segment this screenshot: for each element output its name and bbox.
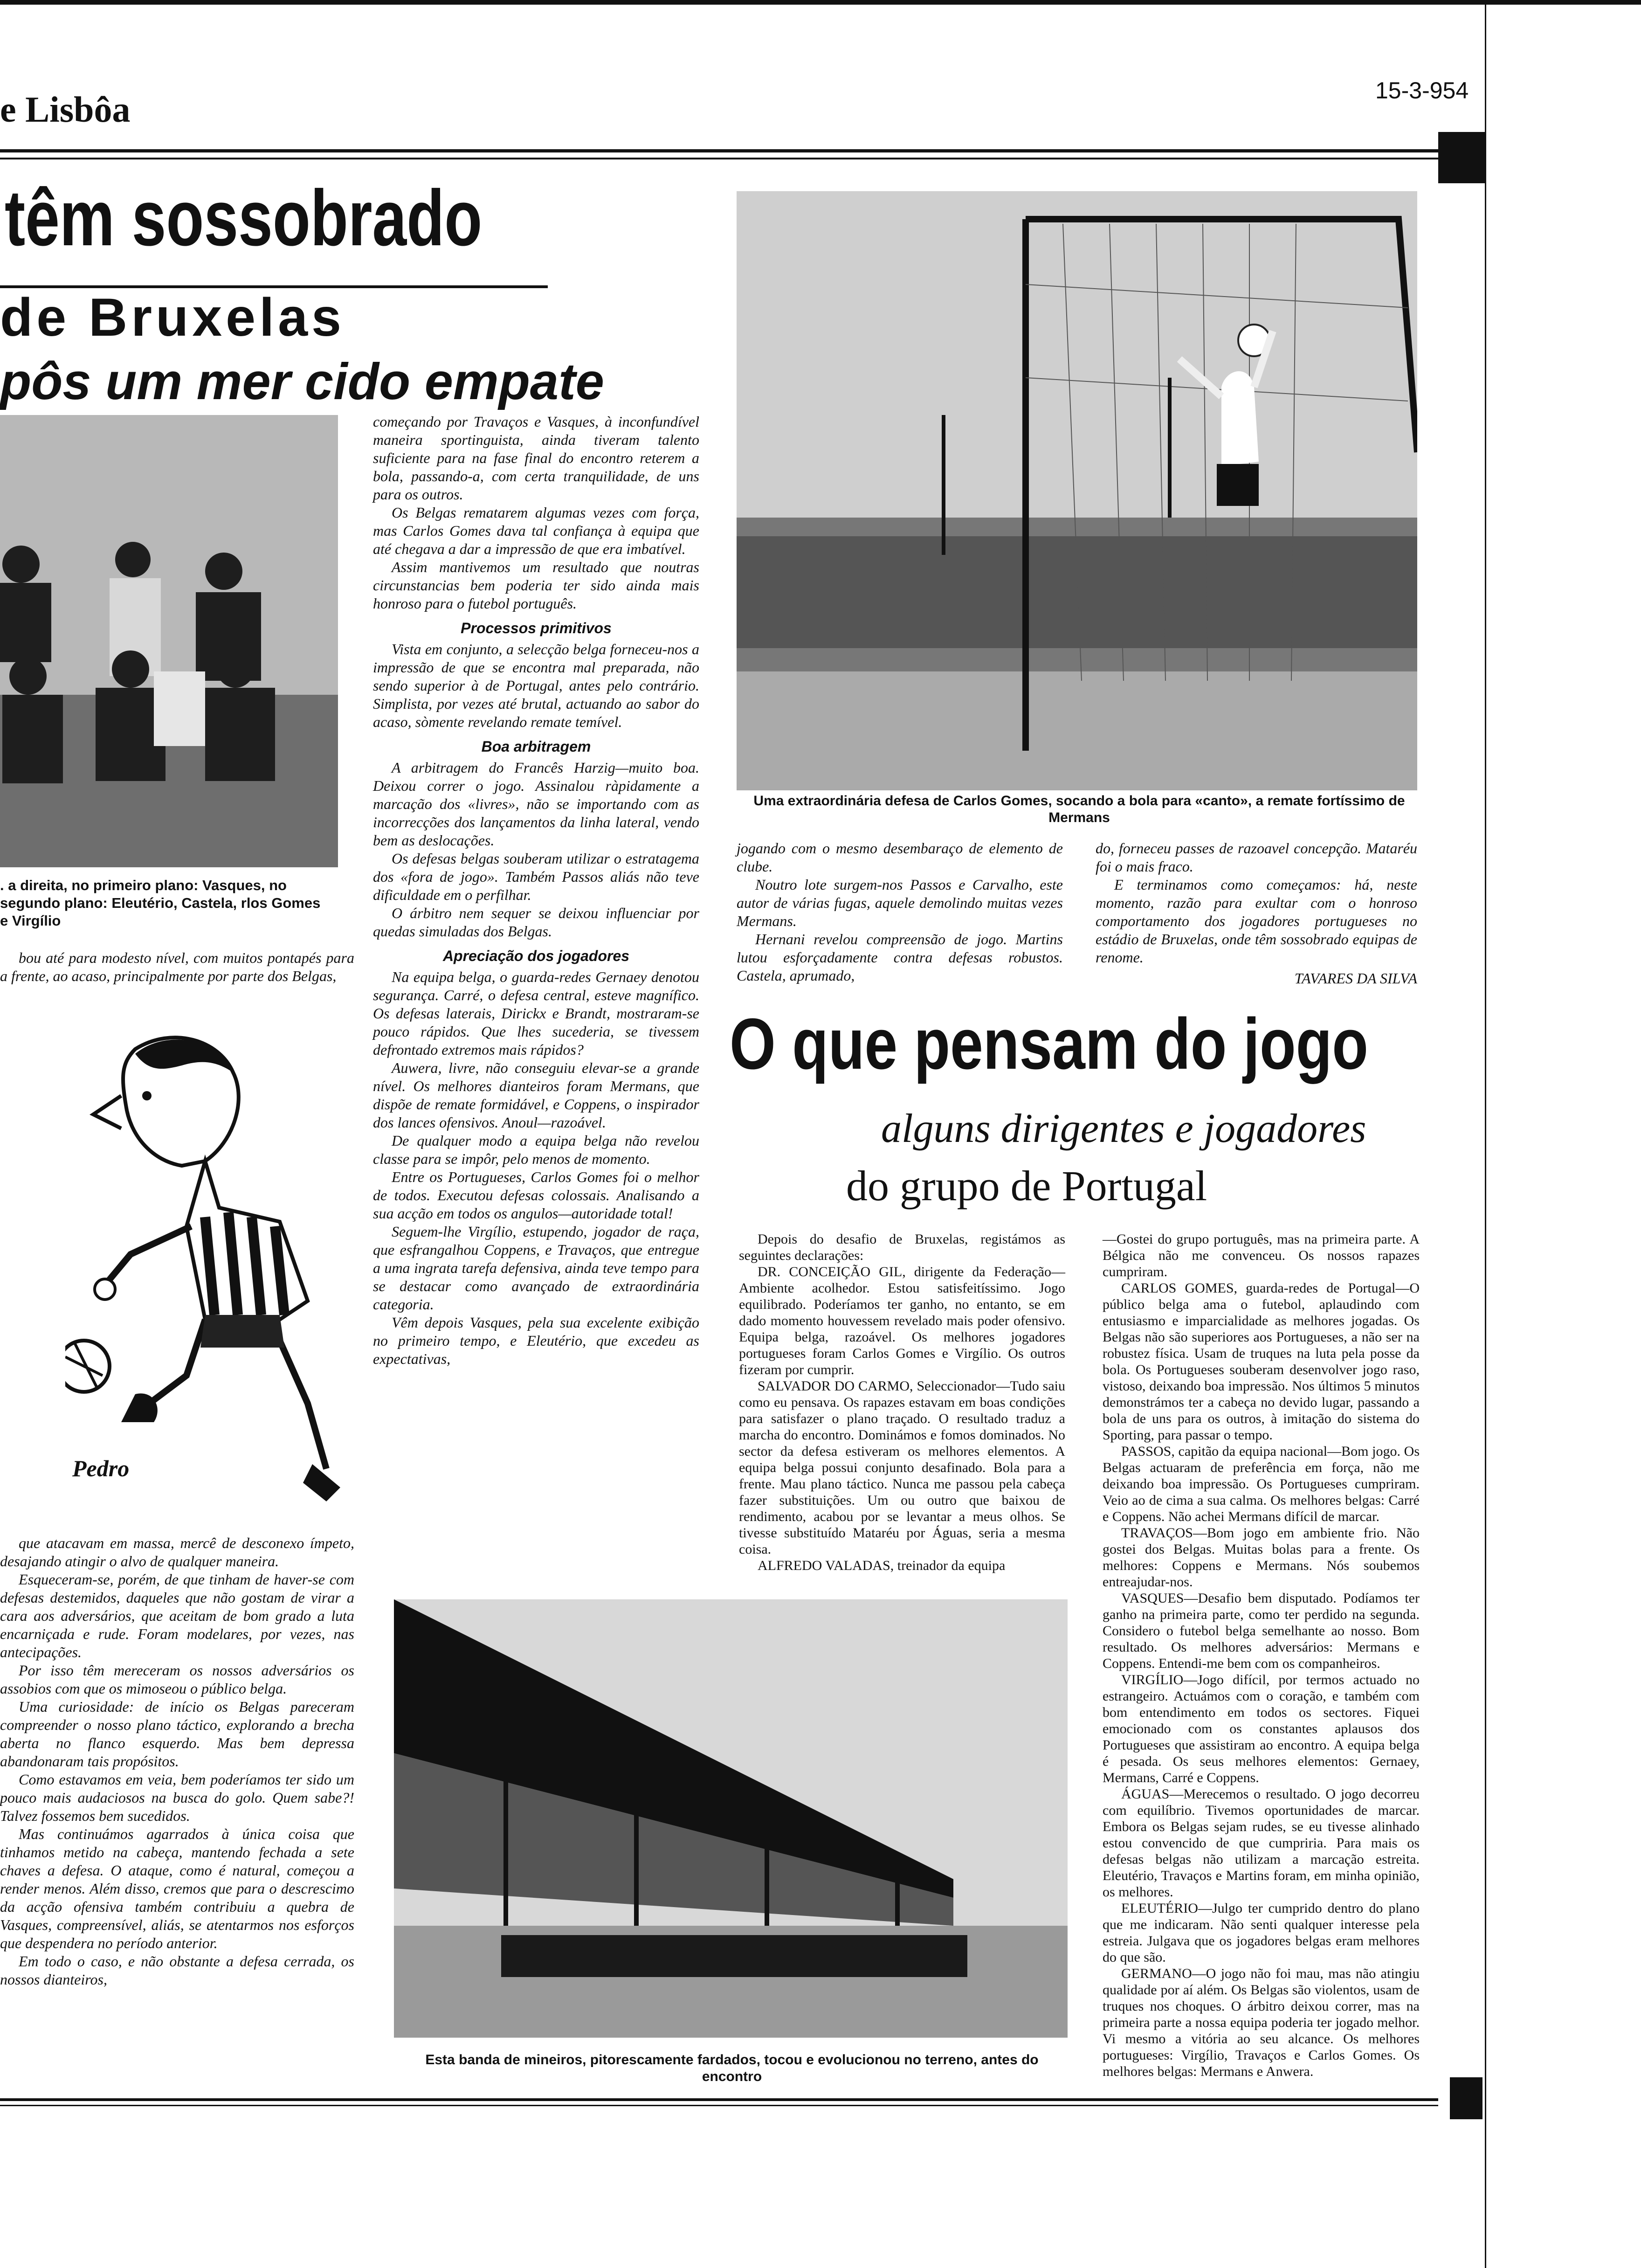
left-column-bottom	[0, 1534, 354, 1989]
byline: TAVARES DA SILVA	[1294, 970, 1417, 987]
second-article-subtitle-1: alguns dirigentes e jogadores	[881, 1106, 1366, 1151]
footballer-caricature	[65, 1021, 354, 1525]
corner-block	[1438, 132, 1485, 183]
second-article-title: O que pensam do jogo	[730, 1003, 1368, 1084]
miners-band-caption: Esta banda de mineiros, pitorescamente fardados, tocou e evolucionou no terreno, antes do encontro	[425, 2052, 1039, 2084]
left-column-top	[0, 949, 354, 985]
paragraph: PASSOS, capitão da equipa nacional—Bom jogo. Os Belgas actuaram de preferência em força, não me deixando boa impressão. Os Portugueses cumpriram. Veio ao de cima a sua calma. Os melhores belgas: Carré e Coppens. Não achei Mermans difícil de marcar.	[1103, 1444, 1420, 1524]
cartoonist-signature: Pedro	[72, 1455, 130, 1481]
paragraph: O árbitro nem sequer se deixou influenciar por quedas simuladas dos Belgas.	[373, 905, 699, 940]
team-photo	[0, 415, 338, 867]
paragraph: Os Belgas rematarem algumas vezes com força, mas Carlos Gomes dava tal confiança à equipa que até chegava a dar a impressão de que era imbatível.	[373, 504, 699, 557]
second-article-subtitle-2: do grupo de Portugal	[846, 1162, 1207, 1210]
interviews-column-1	[739, 1231, 1065, 1574]
paragraph: VIRGÍLIO—Jogo difícil, por termos actuado no estrangeiro. Actuámos com o coração, e também com bom entendimento em todos os sectores. Fiquei emocionado com os constantes aplausos dos Portugueses que assistiram ao encontro. A equipa belga é pesada. Os seus melhores elementos: Gernaey, Mermans, Carré e Coppens.	[1103, 1672, 1420, 1785]
paragraph: ALFREDO VALADAS, treinador da equipa	[758, 1558, 1006, 1573]
paragraph: A arbitragem do Francês Harzig—muito boa. Deixou correr o jogo. Assinalou ràpidamente a marcação dos «livres», não se importando com as incorrecções dos lançamentos da linha lateral, vendo bem as deslocações.	[373, 759, 699, 849]
paragraph: Como estavamos em veia, bem poderíamos ter sido um pouco mais audaciosos na busca do golo. Quem sabe?! Talvez fossemos bem sucedidos.	[0, 1771, 354, 1824]
paragraph: Noutro lote surgem-nos Passos e Carvalho, este autor de várias fugas, aquele demolindo muitas vezes Mermans.	[737, 876, 1063, 929]
paragraph: Seguem-lhe Virgílio, estupendo, jogador de raça, que esfrangalhou Coppens, e Travaços, que entregue a uma ingrata tarefa defensiva, ainda teve tempo para se destacar como avançado de extraordinária categoria.	[373, 1223, 699, 1313]
interviews-column-2	[1103, 1231, 1420, 2080]
paragraph: do, forneceu passes de razoavel concepção. Mataréu foi o mais fraco.	[1096, 840, 1417, 875]
paragraph: Na equipa belga, o guarda-redes Gernaey denotou segurança. Carré, o defesa central, esteve magnífico. Os defesas laterais, Dirickx e Brandt, mostraram-se pouco rápidos. Que lhes sucederia, se tivessem defrontado extremos mais rápidos?	[373, 968, 699, 1058]
paragraph: GERMANO—O jogo não foi mau, mas não atingiu qualidade por aí além. Os Belgas são violentos, usam de truques nos choques. O árbitro deixou correr, mas na primeira parte a nossa equipa poderia ter jogado melhor. Vi mesmo a vitória ao seu alcance. Os melhores portugueses: Virgílio, Travaços e Carlos Gomes. Os melhores belgas: Mermans e Anwera.	[1103, 1966, 1420, 2079]
paragraph: —Gostei do grupo português, mas na primeira parte. A Bélgica não me convenceu. Os nossos rapazes cumpriram.	[1103, 1231, 1420, 1279]
paragraph: Mas continuámos agarrados à única coisa que tinhamos metido na cabeça, mantendo fechada a sete chaves a defesa. O ataque, como é natural, começou a render menos. Além disso, cremos que para o descrescimo da acção ofensiva também contribuiu a quebra de Vasques, compreensível, aliás, se atentarmos nos esforços que despendera no período anterior.	[0, 1825, 354, 1951]
goalkeeper-save-caption: Uma extraordinária defesa de Carlos Gomes, socando a bola para «canto», a remate fortíssimo de Mermans	[753, 793, 1405, 825]
center-column	[737, 839, 1063, 985]
miners-band-photo	[394, 1599, 1068, 2038]
paragraph: Vêm depois Vasques, pela sua excelente exibição no primeiro tempo, e Eleutério, que excedeu as expectativas,	[373, 1314, 699, 1367]
subheading: Processos primitivos	[461, 620, 612, 636]
paragraph: Entre os Portugueses, Carlos Gomes foi o melhor de todos. Executou defesas colossais. Analisando a sua acção em todos os angulos—autoridade total!	[373, 1169, 699, 1222]
paragraph: VASQUES—Desafio bem disputado. Podíamos ter ganho na primeira parte, como ter perdido na segunda. Considero o futebol belga semelhante ao nosso. Bom resultado. Os melhores adversários: Mermans e Coppens. Entendi-me bem com os companheiros.	[1103, 1590, 1420, 1671]
team-photo-caption: . a direita, no primeiro plano: Vasques, no segundo plano: Eleutério, Castela, rlos Gomes e Virgílio	[0, 877, 321, 929]
subheading: Boa arbitragem	[481, 738, 591, 755]
paragraph: CARLOS GOMES, guarda-redes de Portugal—O público belga ama o futebol, aplaudindo com entusiasmo e imparcialidade as melhores jogadas. Os Belgas não são superiores aos Portugueses, a não ser na robustez física. Usam de truques na luta pela posse da bola. Os Portugueses souberam desenvolver jogo raso, vistoso, deixando boa impressão. Nos últimos 5 minutos demonstrámos ter a cabeça no devido lugar, passando a bola de uns para os outros, à imitação do sistema do Sporting, para passar o tempo.	[1103, 1280, 1420, 1443]
headline-line-2: de Bruxelas	[0, 288, 345, 347]
paragraph: que atacavam em massa, mercê de desconexo ímpeto, desajando atingir o alvo de qualquer maneira.	[0, 1535, 354, 1570]
paragraph: Depois do desafio de Bruxelas, registámos as seguintes declarações:	[739, 1231, 1065, 1263]
headline-line-3: pôs um mer cido empate	[0, 353, 604, 410]
paragraph: começando por Travaços e Vasques, à inconfundível maneira sportinguista, ainda tiveram talento suficiente para na fase final do encontro reterem a bola, passando-a, com certa tranquilidade, de uns para os outros.	[373, 413, 699, 503]
paragraph: Assim mantivemos um resultado que noutras circunstancias bem poderia ter sido ainda mais honroso para o futebol português.	[373, 559, 699, 612]
newspaper-name: e Lisbôa	[0, 89, 131, 130]
right-column	[1096, 839, 1417, 988]
paragraph: SALVADOR DO CARMO, Seleccionador—Tudo saiu como eu pensava. Os rapazes estavam em boas condições para satisfazer o plano traçado. O resultado traduz a marcha do encontro. Dominámos e fomos dominados. No sector da defesa estiveram os melhores elementos. A equipa belga possui conjunto desafinado. Bola para a frente. Mau plano táctico. Nunca me passou pela cabeça fazer substituições. Um ou outro que baixou de rendimento, acabou por se levantar a meus olhos. Se tivesse substituído Mataréu por Águas, seria a mesma coisa.	[739, 1378, 1065, 1557]
paragraph: E terminamos como começamos: há, neste momento, razão para exultar com o honroso comportamento dos jogadores portugueses no estádio de Bruxelas, onde têm sossobrado equipas de renome.	[1096, 876, 1417, 966]
paragraph: bou até para modesto nível, com muitos pontapés para a frente, ao acaso, principalmente por parte dos Belgas,	[0, 949, 354, 984]
paragraph: TRAVAÇOS—Bom jogo em ambiente frio. Não gostei dos Belgas. Muitas bolas para a frente. Os melhores: Coppens e Mermans. Nós soubemos entreajudar-nos.	[1103, 1525, 1420, 1590]
paragraph: Os defesas belgas souberam utilizar o estratagema dos «fora de jogo». Também Passos aliás não teve dificuldade em o perfilhar.	[373, 850, 699, 903]
corner-block	[1450, 2077, 1482, 2119]
paragraph: Vista em conjunto, a selecção belga forneceu-nos a impressão de que se encontra mal preparada, não sendo superior à de Portugal, antes pelo contrário. Simplista, por vezes até brutal, actuando ao sabor do acaso, sòmente revelando remate temível.	[373, 641, 699, 730]
paragraph: ELEUTÉRIO—Julgo ter cumprido dentro do plano que me indicaram. Não senti qualquer interesse pela estreia. Julgava que os jogadores belgas eram melhores do que são.	[1103, 1901, 1420, 1965]
paragraph: De qualquer modo a equipa belga não revelou classe para se impôr, pelo menos de momento.	[373, 1132, 699, 1167]
headline-line-1: têm sossobrado	[5, 174, 483, 263]
goalkeeper-save-photo	[737, 191, 1417, 790]
paragraph: Em todo o caso, e não obstante a defesa cerrada, os nossos dianteiros,	[0, 1953, 354, 1988]
subheading: Apreciação dos jogadores	[442, 947, 630, 964]
paragraph: DR. CONCEIÇÃO GIL, dirigente da Federação—Ambiente acolhedor. Estou satisfeitíssimo. Jogo equilibrado. Poderíamos ter ganho, no entanto, se em dado momento houvessem revelado mais poder ofensivo. Equipa belga, razoável. Os melhores jogadores portugueses foram Carlos Gomes e Virgílio. Os outros fizeram por cumprir.	[739, 1264, 1065, 1377]
issue-date: 15-3-954	[1375, 77, 1469, 104]
paragraph: Esqueceram-se, porém, de que tinham de haver-se com defesas destemidos, daqueles que não gostam de virar a cara aos adversários, que aceitam de bom grado a luta encarniçada e rude. Foram modelares, por vezes, nas antecipações.	[0, 1571, 354, 1660]
paragraph: jogando com o mesmo desembaraço de elemento de clube.	[737, 840, 1063, 875]
middle-column	[373, 413, 699, 1368]
paragraph: Hernani revelou compreensão de jogo. Martins lutou esforçadamente contra defesas robustos. Castela, aprumado,	[737, 931, 1063, 984]
paragraph: Uma curiosidade: de início os Belgas pareceram compreender o nosso plano táctico, explorando a brecha aberta no flanco esquerdo. Mas bem depressa abandonaram tais propósitos.	[0, 1698, 354, 1770]
paragraph: Por isso têm mereceram os nossos adversários os assobios com que os mimoseou o público belga.	[0, 1662, 354, 1697]
paragraph: Auwera, livre, não conseguiu elevar-se a grande nível. Os melhores dianteiros foram Mermans, que dispõe de remate formidável, e Coppens, o inspirador dos lances ofensivos. Anoul—razoável.	[373, 1059, 699, 1131]
paragraph: ÁGUAS—Merecemos o resultado. O jogo decorreu com equilíbrio. Tivemos oportunidades de marcar. Embora os Belgas sejam rudes, se eu tivesse alinhado estou convencido de que cumpriria. Para mais os defesas belgas não utilizam a marcação estreita. Eleutério, Travaços e Martins foram, em minha opinião, os melhores.	[1103, 1786, 1420, 1900]
